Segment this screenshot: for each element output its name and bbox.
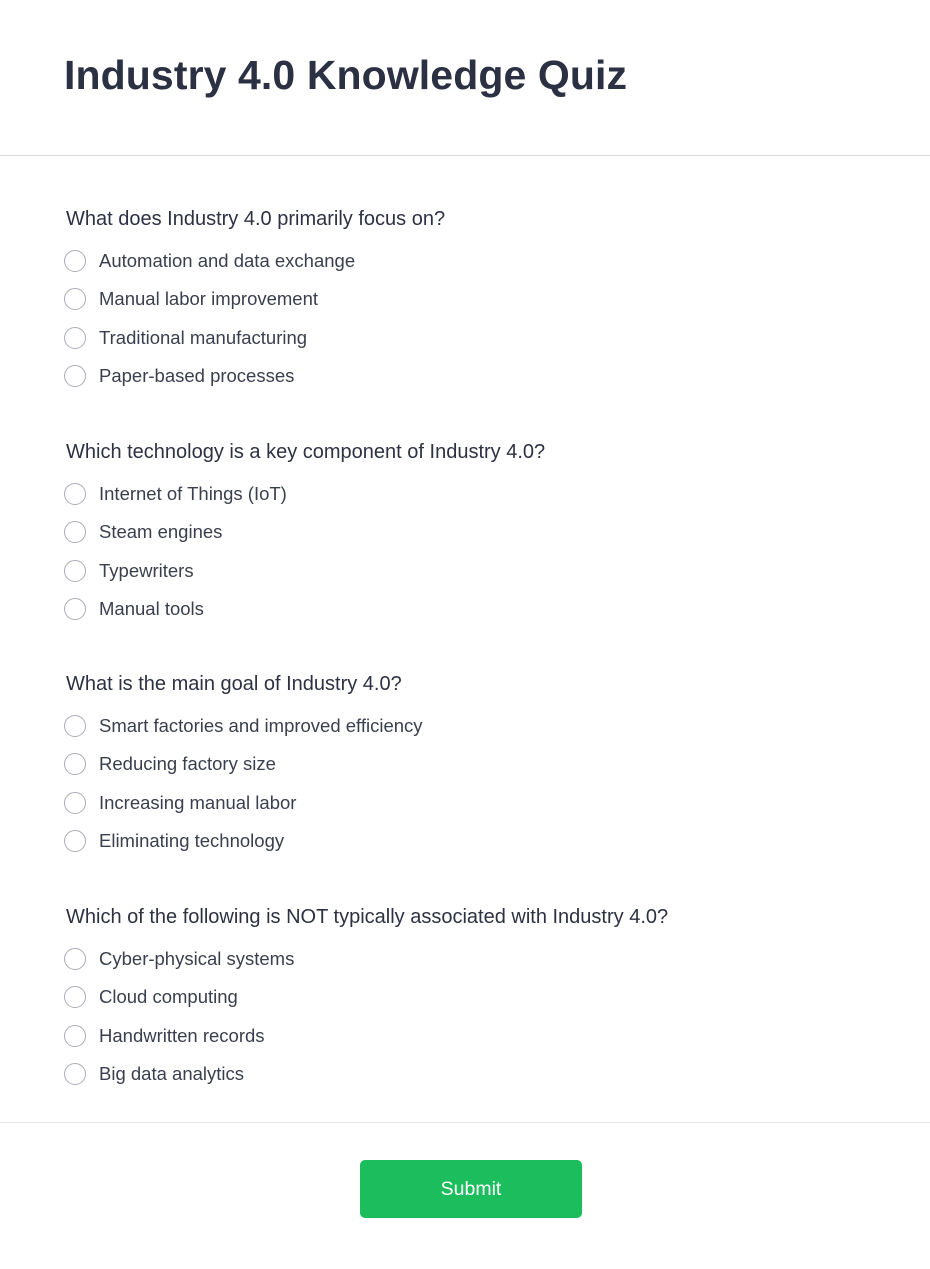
option-q4-a[interactable] [64, 940, 668, 978]
option-q3-c[interactable] [64, 784, 423, 822]
question-text: Which of the following is NOT typically associated with Industry 4.0? [66, 906, 669, 928]
option-q2-d[interactable] [64, 590, 545, 628]
radio-button[interactable] [64, 560, 86, 582]
footer-divider [0, 1122, 930, 1123]
option-q4-d[interactable] [64, 1055, 668, 1093]
option-q1-a[interactable] [64, 242, 445, 280]
radio-button[interactable] [64, 521, 86, 543]
question-4 [66, 903, 668, 1093]
option-label: Eliminating technology [99, 830, 285, 852]
question-1 [66, 205, 445, 395]
option-q3-a[interactable] [64, 707, 423, 745]
option-label: Smart factories and improved efficiency [99, 715, 423, 737]
option-q2-c[interactable] [64, 552, 545, 590]
option-label: Cloud computing [99, 986, 238, 1008]
radio-button[interactable] [64, 327, 86, 349]
option-q1-b[interactable] [64, 280, 445, 318]
option-q4-c[interactable] [64, 1017, 668, 1055]
option-q4-b[interactable] [64, 978, 668, 1016]
option-q2-b[interactable] [64, 513, 545, 551]
option-label: Traditional manufacturing [99, 326, 308, 348]
option-label: Cyber-physical systems [99, 948, 295, 970]
option-q1-d[interactable] [64, 357, 445, 395]
option-label: Increasing manual labor [99, 791, 297, 813]
option-label: Automation and data exchange [99, 250, 356, 272]
option-label: Typewriters [99, 559, 194, 581]
option-label: Steam engines [99, 521, 223, 543]
radio-button[interactable] [64, 792, 86, 814]
radio-button[interactable] [64, 1063, 86, 1085]
page-header [0, 0, 930, 156]
submit-button[interactable]: Submit [360, 1160, 582, 1218]
question-text: What is the main goal of Industry 4.0? [66, 673, 402, 695]
option-q1-c[interactable] [64, 319, 445, 357]
option-q3-b[interactable] [64, 745, 423, 783]
question-text: What does Industry 4.0 primarily focus on? [66, 208, 446, 230]
option-label: Paper-based processes [99, 365, 295, 387]
radio-button[interactable] [64, 365, 86, 387]
radio-button[interactable] [64, 598, 86, 620]
radio-button[interactable] [64, 250, 86, 272]
radio-button[interactable] [64, 483, 86, 505]
question-text: Which technology is a key component of Industry 4.0? [66, 441, 546, 463]
option-q3-d[interactable] [64, 822, 423, 860]
option-label: Handwritten records [99, 1024, 265, 1046]
option-q2-a[interactable] [64, 475, 545, 513]
radio-button[interactable] [64, 830, 86, 852]
radio-button[interactable] [64, 715, 86, 737]
page-title: Industry 4.0 Knowledge Quiz [64, 52, 628, 98]
option-label: Big data analytics [99, 1063, 245, 1085]
radio-button[interactable] [64, 948, 86, 970]
question-3 [66, 670, 423, 860]
radio-button[interactable] [64, 753, 86, 775]
radio-button[interactable] [64, 986, 86, 1008]
question-2 [66, 438, 545, 628]
radio-button[interactable] [64, 288, 86, 310]
option-label: Manual tools [99, 598, 204, 620]
option-label: Internet of Things (IoT) [99, 483, 287, 505]
option-label: Manual labor improvement [99, 288, 319, 310]
radio-button[interactable] [64, 1025, 86, 1047]
option-label: Reducing factory size [99, 753, 276, 775]
